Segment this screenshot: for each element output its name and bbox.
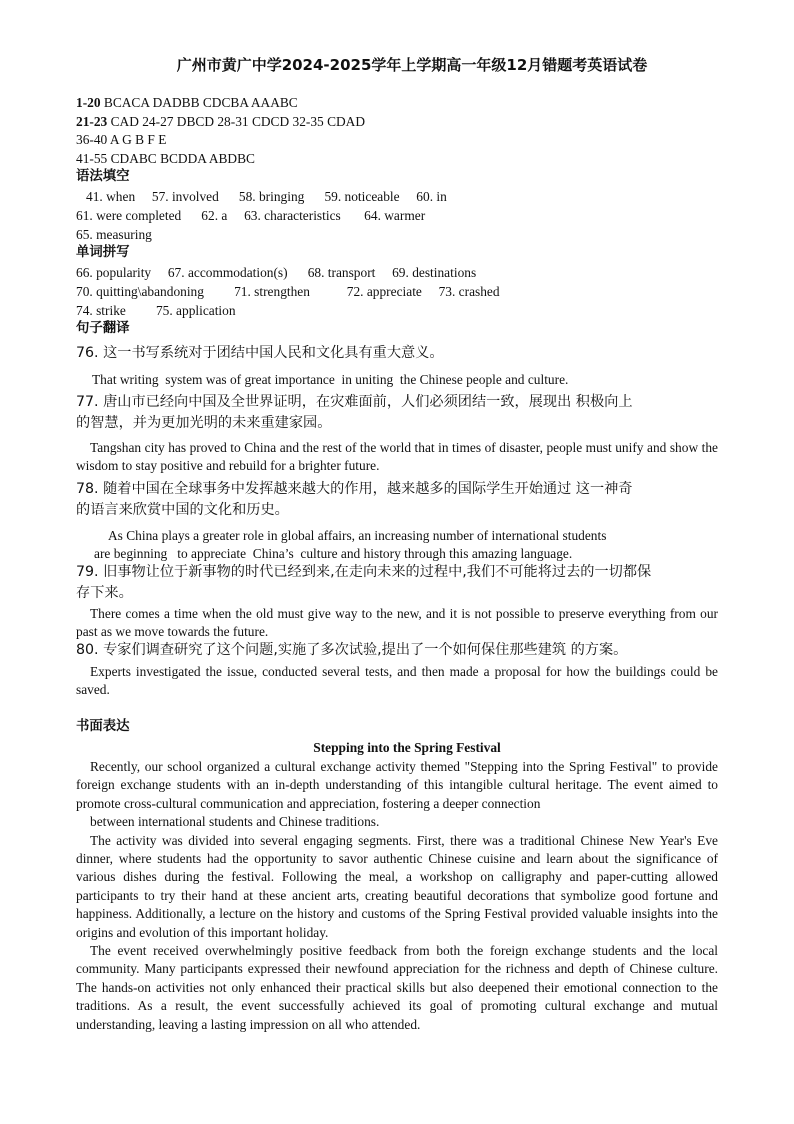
answers-row-2-label: 21-23	[76, 114, 108, 129]
q78-english-1: As China plays a greater role in global affairs, an increasing number of international students	[108, 528, 607, 543]
grammar-line-3: 65. measuring	[76, 227, 152, 242]
q77-chinese-2: 的智慧，并为更加光明的未来重建家园。	[76, 415, 332, 431]
answers-row-1	[76, 94, 298, 111]
essay-paragraph-3: The event received overwhelmingly positive feedback from both the foreign exchange students and the local community. Many participants expressed their newfound appreciation for the richness and depth of Chinese culture. The hands-on activities not only enhanced their practical skills but also deepened their emotional connection to the traditions. As a result, the event successfully achieved its goal of promoting cultural exchange and mutual understanding, leaving a lasting impression on all who attended.	[76, 943, 718, 1032]
essay-body	[76, 758, 718, 1034]
q79-english: There comes a time when the old must give way to the new, and it is not possible to preserve everything from our past as we move towards the future.	[76, 606, 718, 640]
essay-paragraph-1-continued: between international students and Chinese traditions.	[90, 814, 380, 830]
answers-row-4: 41-55 CDABC BCDDA ABDBC	[76, 151, 255, 166]
spelling-heading: 单词拼写	[76, 245, 130, 260]
q79-chinese-1: 79. 旧事物让位于新事物的时代已经到来,在走向未来的过程中,我们不可能将过去的一切都保	[76, 564, 652, 580]
page-title: 广州市黄广中学2024-2025学年上学期高一年级12月错题考英语试卷	[176, 56, 648, 74]
answers-row-1-label: 1-20	[76, 95, 101, 110]
essay-paragraph-1: Recently, our school organized a cultural exchange activity themed "Stepping into the Spring Festival" to provide foreign exchange students with an in-depth understanding of this intangible cultural heritage. The event aimed to promote cross-cultural communication and appreciation, fostering a deeper connection	[76, 759, 718, 811]
grammar-heading: 语法填空	[76, 169, 130, 184]
spelling-line-3: 74. strike 75. application	[76, 303, 236, 318]
essay-paragraph-2: The activity was divided into several engaging segments. First, there was a traditional Chinese New Year's Eve dinner, where students had the opportunity to savor authentic Chinese cuisine and learn about the significance of various dishes during the festival. Following the meal, a workshop on calligraphy and paper-cutting allowed participants to try their hand at these ancient arts, creating beautiful decorations that symbolize good fortune and happiness. Additionally, a lecture on the history and customs of the Spring Festival provided valuable insights into the origins and evolution of this important holiday.	[76, 832, 718, 940]
q76-chinese: 76. 这一书写系统对于团结中国人民和文化具有重大意义。	[76, 345, 444, 361]
q78-english-2: are beginning to appreciate China’s culture and history through this amazing language.	[94, 546, 573, 561]
q78-chinese-2: 的语言来欣赏中国的文化和历史。	[76, 502, 289, 518]
spelling-line-1: 66. popularity 67. accommodation(s) 68. transport 69. destinations	[76, 265, 477, 280]
grammar-line-1: 41. when 57. involved 58. bringing 59. noticeable 60. in	[76, 189, 447, 204]
answers-row-2	[76, 113, 365, 130]
q79-chinese-2: 存下来。	[76, 585, 133, 601]
q80-english: Experts investigated the issue, conducted several tests, and then made a proposal for how the buildings could be saved.	[76, 664, 718, 698]
grammar-line-2: 61. were completed 62. a 63. characteristics 64. warmer	[76, 208, 426, 223]
translation-heading: 句子翻译	[76, 321, 130, 336]
answers-row-3: 36-40 A G B F E	[76, 132, 167, 147]
q77-chinese-1: 77. 唐山市已经向中国及全世界证明，在灾难面前，人们必须团结一致，展现出 积极向上	[76, 394, 633, 410]
q77-english: Tangshan city has proved to China and the rest of the world that in times of disaster, people must unify and show the wisdom to stay positive and rebuild for a brighter future.	[76, 440, 718, 474]
q78-chinese-1: 78. 随着中国在全球事务中发挥越来越大的作用，越来越多的国际学生开始通过 这一神奇	[76, 481, 633, 497]
answers-row-1-text: BCACA DADBB CDCBA AAABC	[100, 95, 298, 110]
writing-heading: 书面表达	[76, 719, 130, 734]
essay-title: Stepping into the Spring Festival	[313, 740, 501, 755]
q76-english: That writing system was of great importance in uniting the Chinese people and culture.	[92, 372, 569, 387]
answers-row-2-text: CAD 24-27 DBCD 28-31 CDCD 32-35 CDAD	[107, 114, 366, 129]
spelling-line-2: 70. quitting\abandoning 71. strengthen 72. appreciate 73. crashed	[76, 284, 500, 299]
q80-chinese: 80. 专家们调查研究了这个问题,实施了多次试验,提出了一个如何保住那些建筑 的方案。	[76, 642, 628, 658]
